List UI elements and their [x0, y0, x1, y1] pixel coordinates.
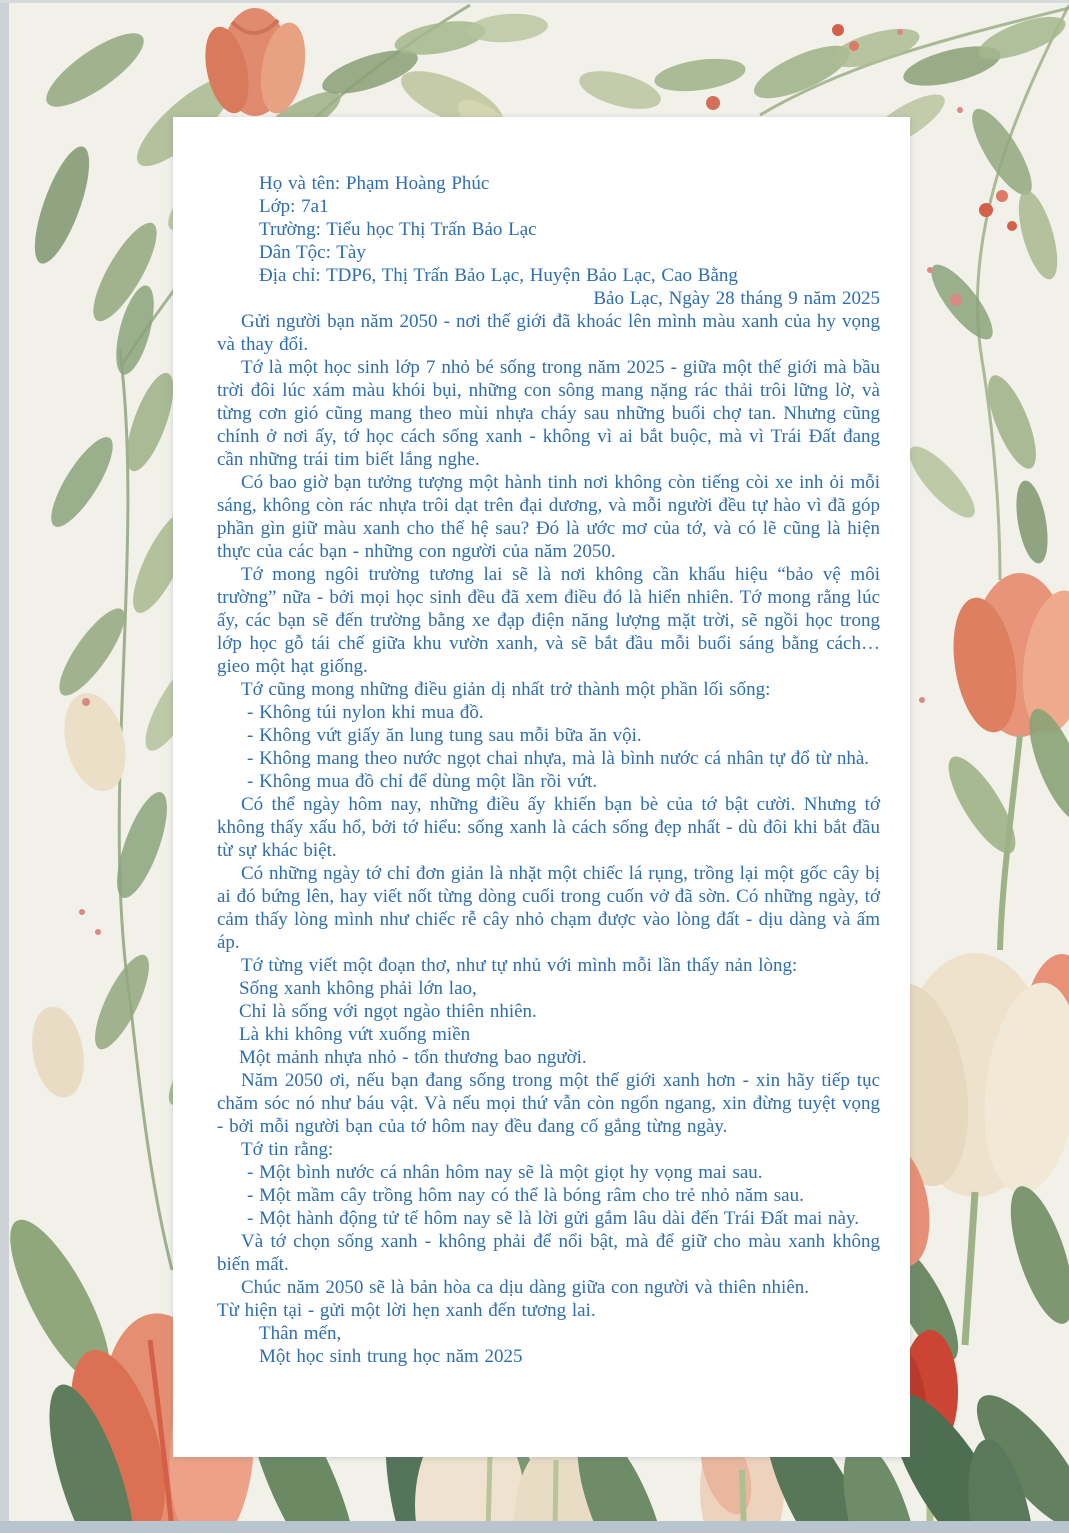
- photo-edge-bottom: [0, 1521, 1069, 1533]
- letter-line-para: Tớ cũng mong những điều giản dị nhất trở thành một phần lối sống:: [241, 679, 771, 700]
- letter-line-para: Tớ tin rằng:: [241, 1139, 334, 1160]
- right-peach-tulip: [896, 573, 1069, 950]
- letter-line-para: Tớ từng viết một đoạn thơ, như tự nhủ với mình mỗi lần thấy nản lòng:: [241, 955, 798, 976]
- letter-line-item: - Không mua đồ chỉ để dùng một lần rồi vứt.: [247, 771, 598, 792]
- letter-line-item: - Không mang theo nước ngọt chai nhựa, mà là bình nước cá nhân tự đổ từ nhà.: [247, 748, 870, 769]
- letter-line-header: Lớp: 7a1: [259, 196, 329, 217]
- letter-line-poem: Một mảnh nhựa nhỏ - tổn thương bao người.: [239, 1047, 587, 1068]
- letter-line-para: Chúc năm 2050 sẽ là bản hòa ca dịu dàng giữa con người và thiên nhiên.: [241, 1277, 810, 1298]
- letter-line-para: Có những ngày tớ chỉ đơn giản là nhặt một chiếc lá rụng, trồng lại một gốc cây bị ai đó bứng lên, hay viết nốt từng dòng cuối trong cuốn vở đã sờn. Có những ngày, tớ cảm thấy lòng mình như chiếc rễ cây nhỏ chạm được vào lòng đất - dịu dàng và ấm áp.: [217, 863, 880, 953]
- letter-body: [217, 172, 880, 1368]
- letter-line-header: Trường: Tiểu học Thị Trấn Bảo Lạc: [259, 219, 537, 240]
- letter-line-item: - Không túi nylon khi mua đồ.: [247, 702, 484, 723]
- letter-line-para: Có bao giờ bạn tưởng tượng một hành tinh nơi không còn tiếng còi xe inh ỏi mỗi sáng, không còn rác nhựa trôi dạt trên đại dương, và mỗi người đều tự hào vì đã góp phần gìn giữ màu xanh cho thế hệ sau? Đó là ước mơ của tớ, và có lẽ cũng là hiện thực của các bạn - những con người của năm 2050.: [217, 472, 880, 562]
- photo-edge-left: [0, 0, 9, 1533]
- letter-line-para: Và tớ chọn sống xanh - không phải để nổi bật, mà để giữ cho màu xanh không biến mất.: [217, 1231, 880, 1275]
- letter-line-para: Năm 2050 ơi, nếu bạn đang sống trong một thế giới xanh hơn - xin hãy tiếp tục chăm sóc nó như báu vật. Và nếu mọi thứ vẫn còn ngổn ngang, xin đừng tuyệt vọng - bởi mỗi người bạn của tớ hôm nay đều đang cố gắng từng ngày.: [217, 1070, 880, 1137]
- letter-line-header: Họ và tên: Phạm Hoàng Phúc: [259, 173, 490, 194]
- letter-paper: [173, 117, 910, 1457]
- letter-line-item: - Một bình nước cá nhân hôm nay sẽ là một giọt hy vọng mai sau.: [247, 1162, 763, 1183]
- letter-line-header: Dân Tộc: Tày: [259, 242, 366, 263]
- letter-line-item: - Một hành động tử tế hôm nay sẽ là lời gửi gắm lâu dài đến Trái Đất mai này.: [247, 1208, 859, 1229]
- letter-line-sign: Một học sinh trung học năm 2025: [259, 1346, 523, 1367]
- letter-line-header: Địa chỉ: TDP6, Thị Trấn Bảo Lạc, Huyện Bảo Lạc, Cao Bằng: [259, 265, 738, 286]
- letter-line-para: Tớ mong ngôi trường tương lai sẽ là nơi không cần khẩu hiệu “bảo vệ môi trường” nữa - bởi mọi học sinh đều đã xem điều đó là hiển nhiên. Tớ mong rằng lúc ấy, các bạn sẽ đến trường bằng xe đạp điện năng lượng mặt trời, sẽ ngồi học trong lớp học gỗ tái chế giữa khu vườn xanh, và sẽ bắt đầu mỗi buổi sáng bằng cách… gieo một hạt giống.: [217, 564, 880, 677]
- letter-line-poem: Sống xanh không phải lớn lao,: [239, 978, 477, 999]
- letter-line-date: Bảo Lạc, Ngày 28 tháng 9 năm 2025: [593, 288, 880, 309]
- letter-line-plain: Từ hiện tại - gửi một lời hẹn xanh đến tương lai.: [217, 1300, 596, 1321]
- letter-line-para: Gửi người bạn năm 2050 - nơi thế giới đã khoác lên mình màu xanh của hy vọng và thay đổi.: [217, 311, 880, 355]
- letter-line-poem: Chỉ là sống với ngọt ngào thiên nhiên.: [239, 1001, 537, 1022]
- letter-line-poem: Là khi không vứt xuống miền: [239, 1024, 471, 1045]
- letter-line-para: Tớ là một học sinh lớp 7 nhỏ bé sống trong năm 2025 - giữa một thế giới mà bầu trời đôi lúc xám màu khói bụi, những con sông mang nặng rác thải trôi lững lờ, và từng cơn gió cũng mang theo mùi nhựa cháy sau những buổi chợ tan. Nhưng cũng chính ở nơi ấy, tớ học cách sống xanh - không vì ai bắt buộc, mà vì Trái Đất đang cần những trái tim biết lắng nghe.: [217, 357, 880, 470]
- letter-line-item: - Không vứt giấy ăn lung tung sau mỗi bữa ăn vội.: [247, 725, 642, 746]
- photo-edge-top: [0, 0, 1069, 3]
- letter-line-item: - Một mầm cây trồng hôm nay có thể là bóng râm cho trẻ nhỏ năm sau.: [247, 1185, 804, 1206]
- letter-line-sign: Thân mến,: [259, 1323, 342, 1344]
- letter-line-para: Có thể ngày hôm nay, những điều ấy khiến bạn bè của tớ bật cười. Nhưng tớ không thấy xấu hổ, bởi tớ hiểu: sống xanh là cách sống đẹp nhất - dù đôi khi bắt đầu từ sự khác biệt.: [217, 794, 880, 861]
